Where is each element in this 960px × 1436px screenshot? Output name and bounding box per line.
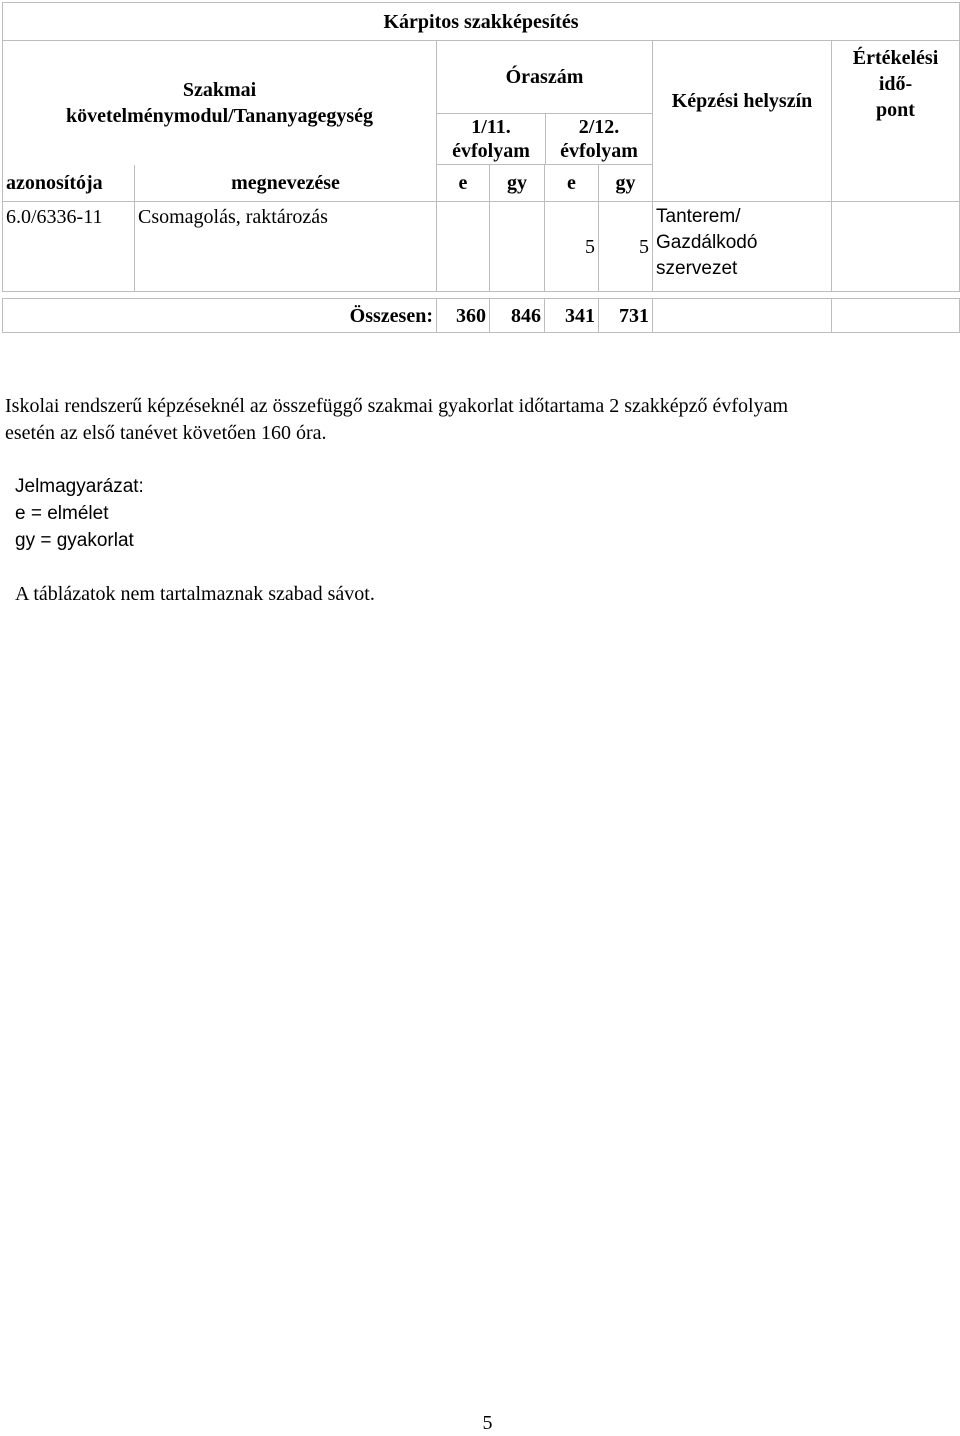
closing-note: A táblázatok nem tartalmaznak szabad sávot. [15, 583, 375, 605]
table-title: Kárpitos szakképesítés [3, 3, 960, 41]
row-gy1-cell [490, 202, 545, 292]
gy1-label: gy [490, 165, 545, 202]
e2-label: e [545, 165, 599, 202]
row-gy2-cell: 5 [599, 202, 653, 292]
name-label: megnevezése [135, 165, 437, 202]
hours-header: Óraszám 1/11. évfolyam 2/12. évfolyam [437, 41, 653, 165]
gy2-label: gy [599, 165, 653, 202]
legend [15, 473, 144, 554]
total-e2: 341 [545, 299, 599, 333]
evaluation-cell [832, 202, 960, 292]
module-id-cell: 6.0/6336-11 [3, 202, 135, 292]
total-e1: 360 [437, 299, 490, 333]
row-e1-cell [437, 202, 490, 292]
legend-e: e = elmélet [15, 503, 109, 524]
e1-label: e [437, 165, 490, 202]
row-e2-cell: 5 [545, 202, 599, 292]
total-gy1: 846 [490, 299, 545, 333]
year1-header: 1/11. évfolyam [437, 114, 546, 164]
gyakorlat-note: Iskolai rendszerű képzéseknél az összefüggő szakmai gyakorlat időtartama 2 szakképző évfolyam esetén az első tanévet követően 160 óra. [5, 395, 789, 444]
legend-gy: gy = gyakorlat [15, 530, 134, 551]
legend-title: Jelmagyarázat: [15, 476, 144, 497]
total-evaluation [832, 299, 960, 333]
page-number: 5 [482, 1412, 493, 1434]
module-name-cell: Csomagolás, raktározás [135, 202, 437, 292]
location-header: Képzési helyszín [653, 41, 832, 202]
total-gy2: 731 [599, 299, 653, 333]
id-label: azonosítója [3, 165, 135, 202]
year2-header: 2/12. évfolyam [560, 116, 638, 162]
module-header: Szakmai követelménymodul/Tananyagegység [3, 41, 437, 165]
location-cell: Tanterem/ Gazdálkodó szervezet [653, 202, 832, 292]
total-location [653, 299, 832, 333]
curriculum-table [2, 2, 960, 333]
evaluation-header: Értékelési idő- pont [832, 41, 960, 202]
total-label: Összesen: [3, 299, 437, 333]
